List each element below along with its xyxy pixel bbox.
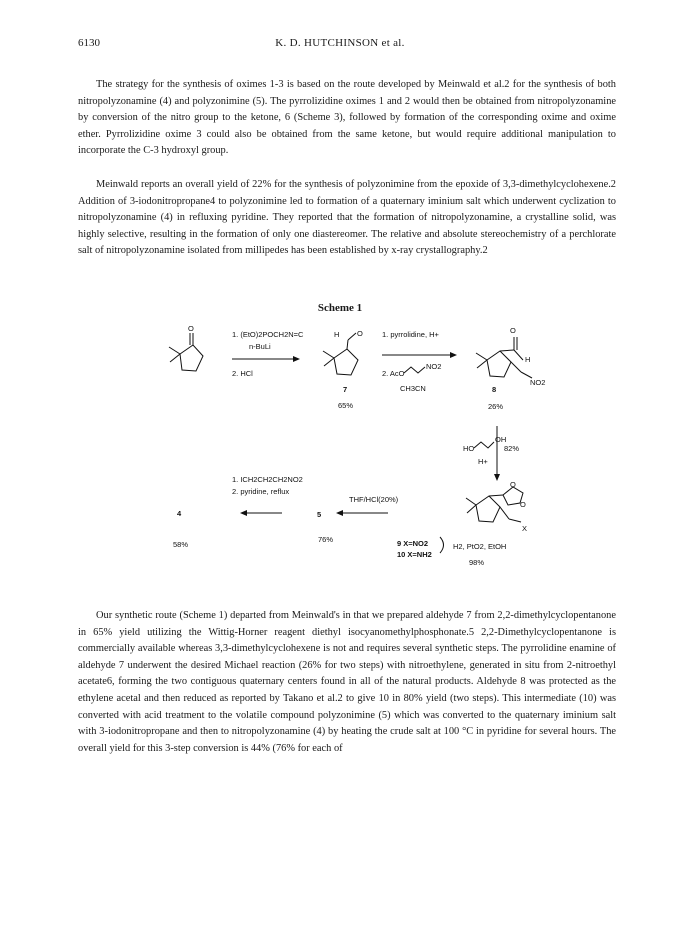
ethylene-glycol-chain xyxy=(474,442,494,448)
aldehyde-8-h: H xyxy=(525,355,531,364)
ketone-oxygen: O xyxy=(188,324,194,333)
compound-9-label: 9 X=NO2 xyxy=(397,539,429,548)
reduction-yield: 98% xyxy=(469,558,485,567)
step1-reagent-b: n-BuLi xyxy=(249,342,271,351)
reduction-bracket xyxy=(440,537,444,553)
acetal-o2: O xyxy=(520,500,526,509)
final-reagent-a: 1. ICH2CH2CH2NO2 xyxy=(232,475,303,484)
step1-arrowhead xyxy=(293,356,300,362)
paragraph-3: Our synthetic route (Scheme 1) departed from Meinwald's in that we prepared aldehyde 7 from 2,2-dimethylcyclopentanone in 65% yield utilizing the Wittig-Horner reagent diethyl isocyanomethylphosphonate.5 2,2-Dimethylcyclopentanone is commercially available whereas 3,3-dimethylcyclohexene is not and requires several synthetic steps. The pyrrolidine enamine of aldehyde 7 underwent the desired Michael reaction (26% for two steps) with nitroethylene, generated in situ from 2-nitroethyl acetate6, forming the two contiguous quaternary centers found in all of the natural products. Aldehyde 8 was protected as the ethylene acetal and then reduced as reported by Takano et al.2 to give 10 in 80% yield (two steps). This intermediate (10) was converted with acid treatment to the volatile compound polyzonimine (5) which was converted to the quaternary iminium salt with 3-iodonitropropane and then to nitropolyzonamine (4) by heating the crude salt at 100 °C in pyridine for several hours. The overall yield for this 3-step conversion is 44% (76% for each of xyxy=(78,610,616,754)
step2-reagent-a: 1. pyrrolidine, H+ xyxy=(382,330,439,339)
aldehyde-8-o: O xyxy=(510,326,516,335)
hydrolysis-yield: 76% xyxy=(318,535,334,544)
compound-7-yield: 65% xyxy=(338,401,354,410)
hydrolysis-reagent: THF/HCl(20%) xyxy=(349,495,399,504)
aldehyde-8-structure xyxy=(476,326,545,387)
compound-4-yield: 58% xyxy=(173,540,189,549)
acetal-9-10-structure xyxy=(466,480,527,533)
acetal-reagent-oh: OH xyxy=(495,435,507,444)
hydrolysis-arrowhead xyxy=(336,510,343,516)
acetal-reagent-h: H+ xyxy=(478,457,488,466)
compound-5-label: 5 xyxy=(317,510,322,519)
dimethylcyclopentanone-structure xyxy=(169,324,203,371)
step2-reagent-b: 2. AcO xyxy=(382,369,405,378)
paragraph-2: Meinwald reports an overall yield of 22% for the synthesis of polyzonimine from the epoxide of 3,3-dimethylcyclohexene.2 Addition of 3-iodonitropropane4 to polyzonimine led to formation of a quaternary iminium salt which underwent cyclization to nitropolyzonamine (4) in refluxing pyridine. They reported that the formation of nitropolyzonamine, a crystalline solid, was highly selective, resulting in the formation of only one diastereomer. The relative and absolute stereochemistry of a perchlorate salt of nitropolyzonamine isolated from millipedes has been established by x-ray crystallography.2 xyxy=(78,179,616,257)
compound-10-label: 10 X=NH2 xyxy=(397,550,432,559)
paragraph-1: The strategy for the synthesis of oximes 1-3 is based on the route developed by Meinwald et al.2 for the synthesis of both nitropolyzonamine (4) and polyzonimine (5). The pyrrolizidine oximes 1 and 2 would then be obtained from nitropolyzonamine by conversion of the nitro group to the ketone, 6 (Scheme 3), followed by formation of the corresponding oxime and oxime ether. Pyrrolizidine oxime 3 could also be obtained from the same ketone, but would require additional manipulation to incorporate the C-3 hydroxyl group. xyxy=(78,79,616,157)
final-arrowhead xyxy=(240,510,247,516)
step2-solvent: CH3CN xyxy=(400,384,426,393)
acetal-x: X xyxy=(522,524,528,533)
page-number: 6130 xyxy=(78,37,100,49)
scheme-title: Scheme 1 xyxy=(317,302,363,314)
step1-reagent-a: 1. (EtO)2POCH2N=C xyxy=(232,330,304,339)
running-head: K. D. HUTCHINSON et al. xyxy=(275,37,405,49)
aldehyde-7-h: H xyxy=(334,330,340,339)
step2-reagent-no2: NO2 xyxy=(426,362,442,371)
reduction-reagents: H2, PtO2, EtOH xyxy=(453,542,507,551)
aldehyde-7-o: O xyxy=(357,329,363,338)
acetal-arrowhead xyxy=(494,474,500,481)
compound-4-label: 4 xyxy=(177,509,182,518)
aldehyde-8-no2: NO2 xyxy=(530,378,546,387)
acetal-yield: 82% xyxy=(504,444,520,453)
compound-7-label: 7 xyxy=(343,385,348,394)
aldehyde-7-structure xyxy=(323,329,363,375)
step1-reagent-c: 2. HCl xyxy=(232,369,253,378)
compound-8-yield: 26% xyxy=(488,402,504,411)
acetal-reagent-ho: HO xyxy=(463,444,475,453)
final-reagent-b: 2. pyridine, reflux xyxy=(232,487,290,496)
step2-arrowhead xyxy=(450,352,457,358)
nitroethyl-chain xyxy=(404,367,425,373)
acetal-o1: O xyxy=(510,480,516,489)
compound-8-label: 8 xyxy=(492,385,497,394)
